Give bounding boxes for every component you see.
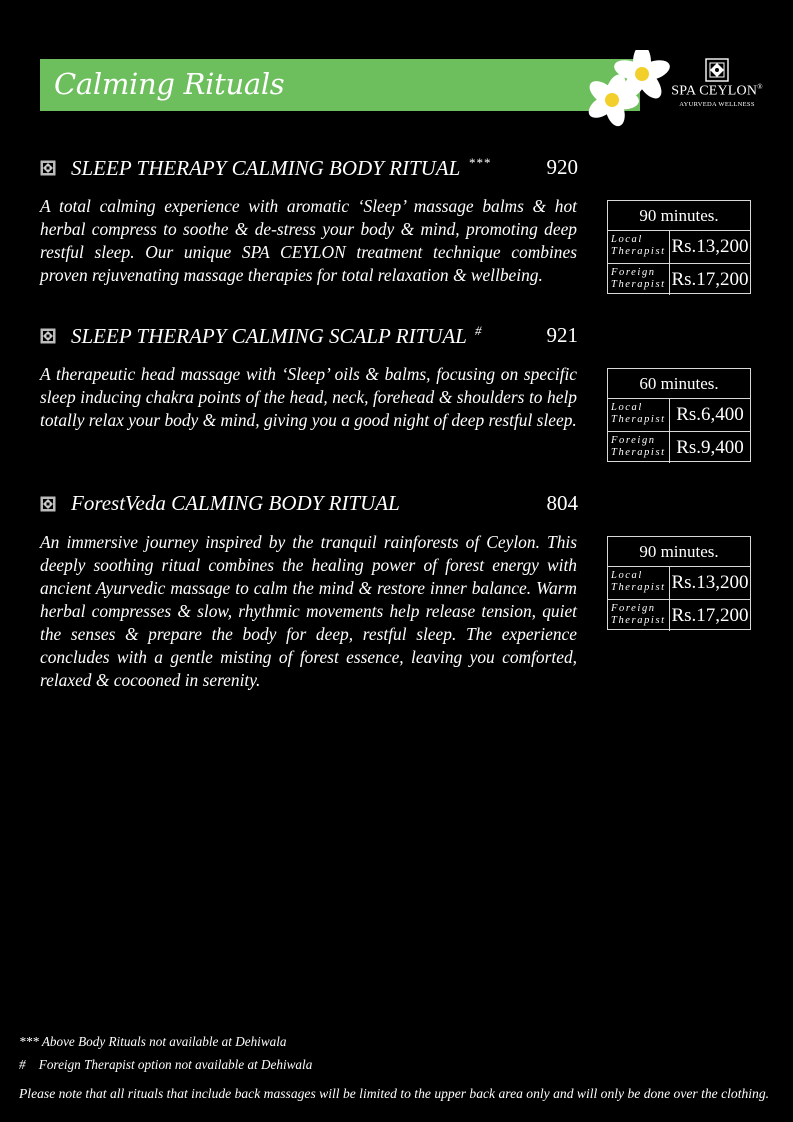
price-value: Rs.9,400: [676, 437, 744, 458]
price-box: [607, 200, 751, 294]
price-value: Rs.6,400: [676, 404, 744, 425]
price-row-local: [608, 399, 750, 431]
footnote-foreign-therapist: # Foreign Therapist option not available at Dehiwala: [19, 1057, 313, 1072]
price-row-local: [608, 567, 750, 599]
price-value: Rs.17,200: [671, 269, 749, 290]
header-banner: [40, 59, 640, 111]
ornament-bullet-icon: [40, 328, 56, 344]
price-row-foreign: [608, 431, 750, 463]
price-value: Rs.17,200: [671, 605, 749, 626]
ritual-heading: [40, 491, 578, 517]
logo-emblem-icon: [699, 58, 735, 82]
footnote-body-rituals: *** Above Body Rituals not available at Dehiwala: [19, 1034, 287, 1049]
ornament-bullet-icon: [40, 496, 56, 512]
frangipani-flowers-icon: [584, 50, 674, 128]
spa-ceylon-logo: [668, 57, 766, 117]
price-label: Local Therapist: [608, 567, 670, 599]
footnote-back-massage: Please note that all rituals that include back massages will be limited to the upper back area only and will only be done over the clothing.: [19, 1086, 770, 1101]
ritual-description: A therapeutic head massage with ‘Sleep’ oils & balms, focusing on specific sleep inducing chakra points of the head, neck, forehead & shoulders to help totally relax your body & mind, giving you a good night of deep restful sleep.: [40, 364, 577, 430]
ritual-description: A total calming experience with aromatic ‘Sleep’ massage balms & hot herbal compress to soothe & de-stress your body & mind, promoting deep restful sleep. Our unique SPA CEYLON treatment technique combines proven rejuvenating massage therapies for total relaxation & wellbeing.: [40, 196, 577, 285]
ritual-description: An immersive journey inspired by the tranquil rainforests of Ceylon. This deeply soothing ritual combines the healing power of forest energy with ancient Ayurvedic massage to calm the mind & restore inner balance. Warm herbal compresses & slow, rhythmic movements help release tension, quiet the senses & prepare the body for deep, restful sleep. The experience concludes with a gentle misting of forest essence, leaving you comforted, relaxed & cocooned in serenity.: [40, 532, 577, 690]
price-box: [607, 536, 751, 630]
price-row-foreign: [608, 263, 750, 295]
ritual-code: 921: [546, 323, 578, 347]
price-label: Foreign Therapist: [608, 264, 670, 295]
price-row-local: [608, 231, 750, 263]
price-value: Rs.13,200: [671, 572, 749, 593]
price-label: Local Therapist: [608, 399, 670, 431]
duration-label: 90 minutes.: [608, 537, 750, 567]
logo-name: SPA CEYLON®: [671, 83, 763, 99]
price-value: Rs.13,200: [671, 236, 749, 257]
duration-label: 90 minutes.: [608, 201, 750, 231]
ritual-name: SLEEP THERAPY CALMING SCALP RITUAL #: [71, 323, 483, 348]
ritual-code: 804: [546, 491, 578, 515]
ornament-bullet-icon: [40, 160, 56, 176]
ritual-code: 920: [546, 155, 578, 179]
price-label: Foreign Therapist: [608, 600, 670, 631]
price-label: Foreign Therapist: [608, 432, 670, 463]
page-title: Calming Rituals: [54, 67, 285, 101]
logo-tagline: AYURVEDA WELLNESS: [679, 101, 755, 108]
price-row-foreign: [608, 599, 750, 631]
ritual-heading: [40, 155, 578, 181]
price-label: Local Therapist: [608, 231, 670, 263]
duration-label: 60 minutes.: [608, 369, 750, 399]
ritual-name: SLEEP THERAPY CALMING BODY RITUAL ***: [71, 155, 491, 180]
price-box: [607, 368, 751, 462]
ritual-heading: [40, 323, 578, 349]
ritual-name: ForestVeda CALMING BODY RITUAL: [71, 491, 400, 515]
